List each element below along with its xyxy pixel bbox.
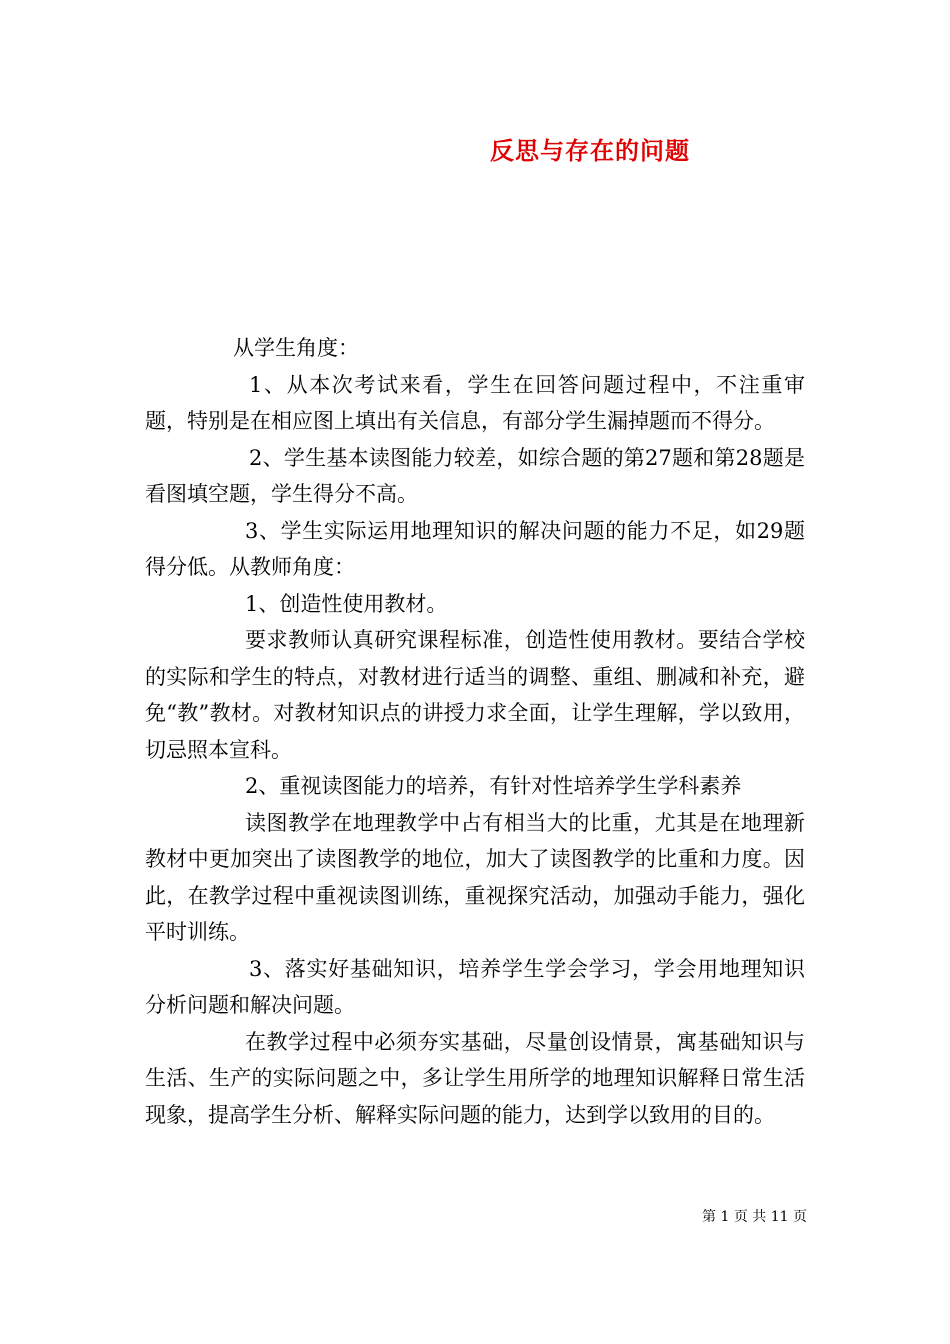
paragraph-teacher-heading-3: 3、落实好基础知识，培养学生学会学习，学会用地理知识分析问题和解决问题。 <box>145 956 805 1017</box>
paragraph-student-point-2: 2、学生基本读图能力较差，如综合题的第27题和第28题是看图填空题，学生得分不高。 <box>145 445 805 506</box>
page-number: 第 1 页 共 11 页 <box>702 1209 807 1225</box>
paragraph-teacher-body-1: 要求教师认真研究课程标准，创造性使用教材。要结合学校的实际和学生的特点，对教材进行适当的调整、重组、删减和补充，避免“教”教材。对教材知识点的讲授力求全面，让学生理解，学以致用，切忌照本宣科。 <box>145 628 805 762</box>
paragraph-teacher-heading-2: 2、重视读图能力的培养，有针对性培养学生学科素养 <box>245 774 742 798</box>
paragraph-student-point-3: 3、学生实际运用地理知识的解决问题的能力不足，如29题得分低。从教师角度： <box>145 518 805 579</box>
paragraph-student-perspective: 从学生角度： <box>233 336 359 360</box>
paragraph-teacher-heading-1: 1、创造性使用教材。 <box>245 591 448 616</box>
paragraph-student-point-1: 1、从本次考试来看，学生在回答问题过程中，不注重审题，特别是在相应图上填出有关信息，有部分学生漏掉题而不得分。 <box>145 372 805 433</box>
paragraph-teacher-body-3: 在教学过程中必须夯实基础，尽量创设情景，寓基础知识与生活、生产的实际问题之中，多让学生用所学的地理知识解释日常生活现象，提高学生分析、解释实际问题的能力，达到学以致用的目的。 <box>145 1029 805 1127</box>
document-title: 反思与存在的问题 <box>490 136 690 165</box>
document-body <box>145 330 805 1133</box>
paragraph-teacher-body-2: 读图教学在地理教学中占有相当大的比重，尤其是在地理新教材中更加突出了读图教学的地位，加大了读图教学的比重和力度。因此，在教学过程中重视读图训练，重视探究活动，加强动手能力，强化平时训练。 <box>145 810 805 944</box>
